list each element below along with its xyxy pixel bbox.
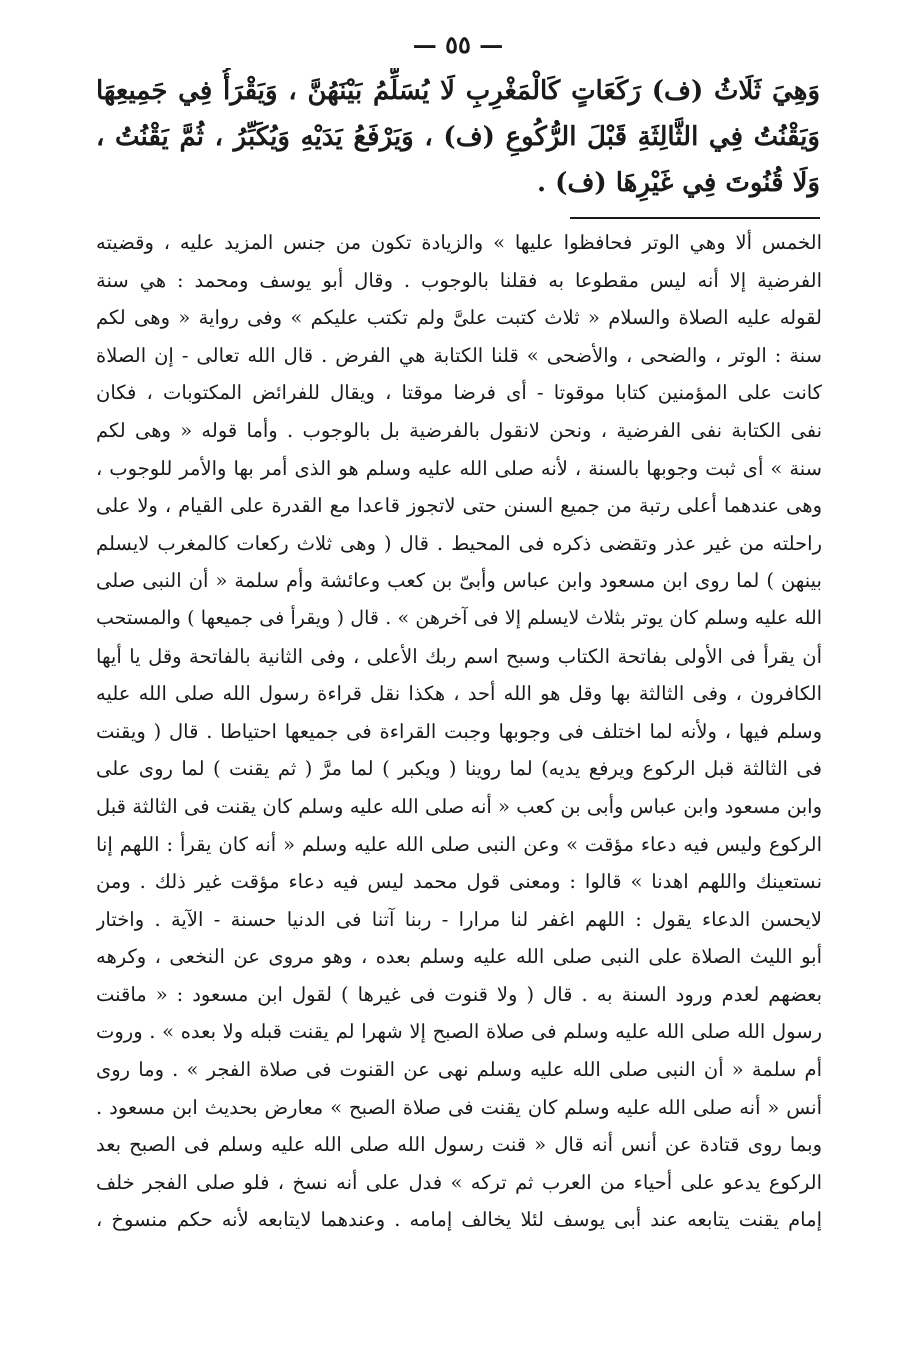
commentary-line: وهى عندهما أعلى رتبة من جميع السنن حتى لاتجوز قاعدا مع القدرة على القيام ، ولا على xyxy=(96,494,822,518)
commentary-line: الركوع يدعو على أحياء من العرب ثم تركه » فدل على أنه نسخ ، فلو صلى الفجر خلف xyxy=(96,1170,822,1194)
commentary-line: الركوع وليس فيه دعاء مؤقت » وعن النبى صلى الله عليه وسلم « أنه كان يقرأ : اللهم إنا xyxy=(96,832,822,856)
matn-block xyxy=(96,68,820,206)
commentary-line: سنة : الوتر ، والضحى ، والأضحى » قلنا الكتابة هي الفرض . قال الله تعالى - إن الصلاة xyxy=(96,343,822,367)
commentary-line: فى الثالثة قبل الركوع ويرفع يديه) لما روينا ( ويكبر ) لما مرَّ ( ثم يقنت ) لما روى على xyxy=(96,757,822,781)
commentary-line: نستعينك واللهم اهدنا » قالوا : ومعنى قول محمد ليس فيه دعاء مؤقت غير ذلك . ومن xyxy=(96,870,822,894)
commentary-block xyxy=(96,224,822,1239)
commentary-line: وسلم فيها ، ولأنه لما اختلف فى وجوبها وجبت القراءة فى جميعها احتياطا . قال ( ويقنت xyxy=(96,719,822,743)
commentary-line: رسول الله صلى الله عليه وسلم فى صلاة الصبح إلا شهرا لم يقنت قبله ولا بعده » . وروت xyxy=(96,1020,822,1044)
page-number: — ٥٥ — xyxy=(412,30,504,59)
commentary-line: الخمس ألا وهي الوتر فحافظوا عليها » والزيادة تكون من جنس المزيد عليه ، وقضيته xyxy=(96,231,822,254)
commentary-line: راحلته من غير عذر وتقضى ذكره فى المحيط . قال ( وهى ثلاث ركعات كالمغرب لايسلم xyxy=(96,531,822,555)
commentary-line: أن يقرأ فى الأولى بفاتحة الكتاب وسبح اسم ربك الأعلى ، وفى الثانية بالفاتحة وقل يا أيها xyxy=(96,644,822,668)
commentary-line: أنس « أنه صلى الله عليه وسلم كان يقنت فى صلاة الصبح » معارض بحديث ابن مسعود . xyxy=(96,1095,822,1119)
commentary-line: كانت على المؤمنين كتابا موقوتا - أى فرضا موقتا ، ويقال للفرائض المكتوبات ، فكان xyxy=(96,381,822,405)
matn-line: وَهِيَ ثَلَاثُ (ف) رَكَعَاتٍ كَالْمَغْرِبِ لَا يُسَلِّمُ بَيْنَهُنَّ ، وَيَقْرَأُ فِي جَمِيعِهَا xyxy=(96,76,820,106)
matn-line: وَيَقْنُتُ فِي الثَّالِثَةِ قَبْلَ الرُّكُوعِ (ف) ، وَيَرْفَعُ يَدَيْهِ وَيُكَبِّرُ ، ثُمَّ يَقْنُتُ ، xyxy=(96,122,820,152)
commentary-line: لقوله عليه الصلاة والسلام « ثلاث كتبت علىَّ ولم تكتب عليكم » وفى رواية « وهى لكم xyxy=(96,306,822,330)
commentary-line: الفرضية إلا أنه ليس مقطوعا به فقلنا بالوجوب . وقال أبو يوسف ومحمد : هي سنة xyxy=(96,268,822,292)
matn-line: وَلَا قُنُوتَ فِي غَيْرِهَا (ف) . xyxy=(537,168,820,198)
commentary-line: لايحسن الدعاء يقول : اللهم اغفر لنا مرارا - ربنا آتنا فى الدنيا حسنة - الآية . واختار xyxy=(96,907,822,931)
commentary-line: بينهن ) لما روى ابن مسعود وابن عباس وأبىّ بن كعب وعائشة وأم سلمة « أن النبى صلى xyxy=(96,569,822,593)
commentary-line: أبو الليث الصلاة على النبى صلى الله عليه وسلم بعده ، وهو مروى عن النخعى ، وكرهه xyxy=(96,945,822,969)
commentary-line: الله عليه وسلم كان يوتر بثلاث لايسلم إلا فى آخرهن » . قال ( ويقرأ فى جميعها ) والمستحب xyxy=(96,606,822,629)
commentary-line: وابن مسعود وابن عباس وأبى بن كعب « أنه صلى الله عليه وسلم كان يقنت فى الثالثة قبل xyxy=(96,794,822,818)
commentary-line: نفى الكتابة نفى الفرضية ، ونحن لانقول بالفرضية بل بالوجوب . وأما قوله « وهى لكم xyxy=(96,418,822,442)
commentary-line: وبما روى قتادة عن أنس أنه قال « قنت رسول الله صلى الله عليه وسلم فى الصبح بعد xyxy=(96,1133,822,1157)
commentary-line: بعضهم لعدم ورود السنة به . قال ( ولا قنوت فى غيرها ) لقول ابن مسعود : « ماقنت xyxy=(96,982,822,1006)
section-divider xyxy=(570,217,820,219)
commentary-line: الكافرون ، وفى الثالثة بها وقل هو الله أحد ، هكذا نقل قراءة رسول الله صلى الله عليه xyxy=(96,682,822,706)
commentary-line: سنة » أى ثبت وجوبها بالسنة ، لأنه صلى الله عليه وسلم هو الذى أمر بها والأمر للوجوب ، xyxy=(96,456,822,480)
commentary-line: أم سلمة « أن النبى صلى الله عليه وسلم نهى عن القنوت فى صلاة الفجر » . وما روى xyxy=(96,1058,822,1082)
commentary-line: إمام يقنت يتابعه عند أبى يوسف لئلا يخالف إمامه . وعندهما لايتابعه لأنه حكم منسوخ ، xyxy=(96,1208,822,1232)
